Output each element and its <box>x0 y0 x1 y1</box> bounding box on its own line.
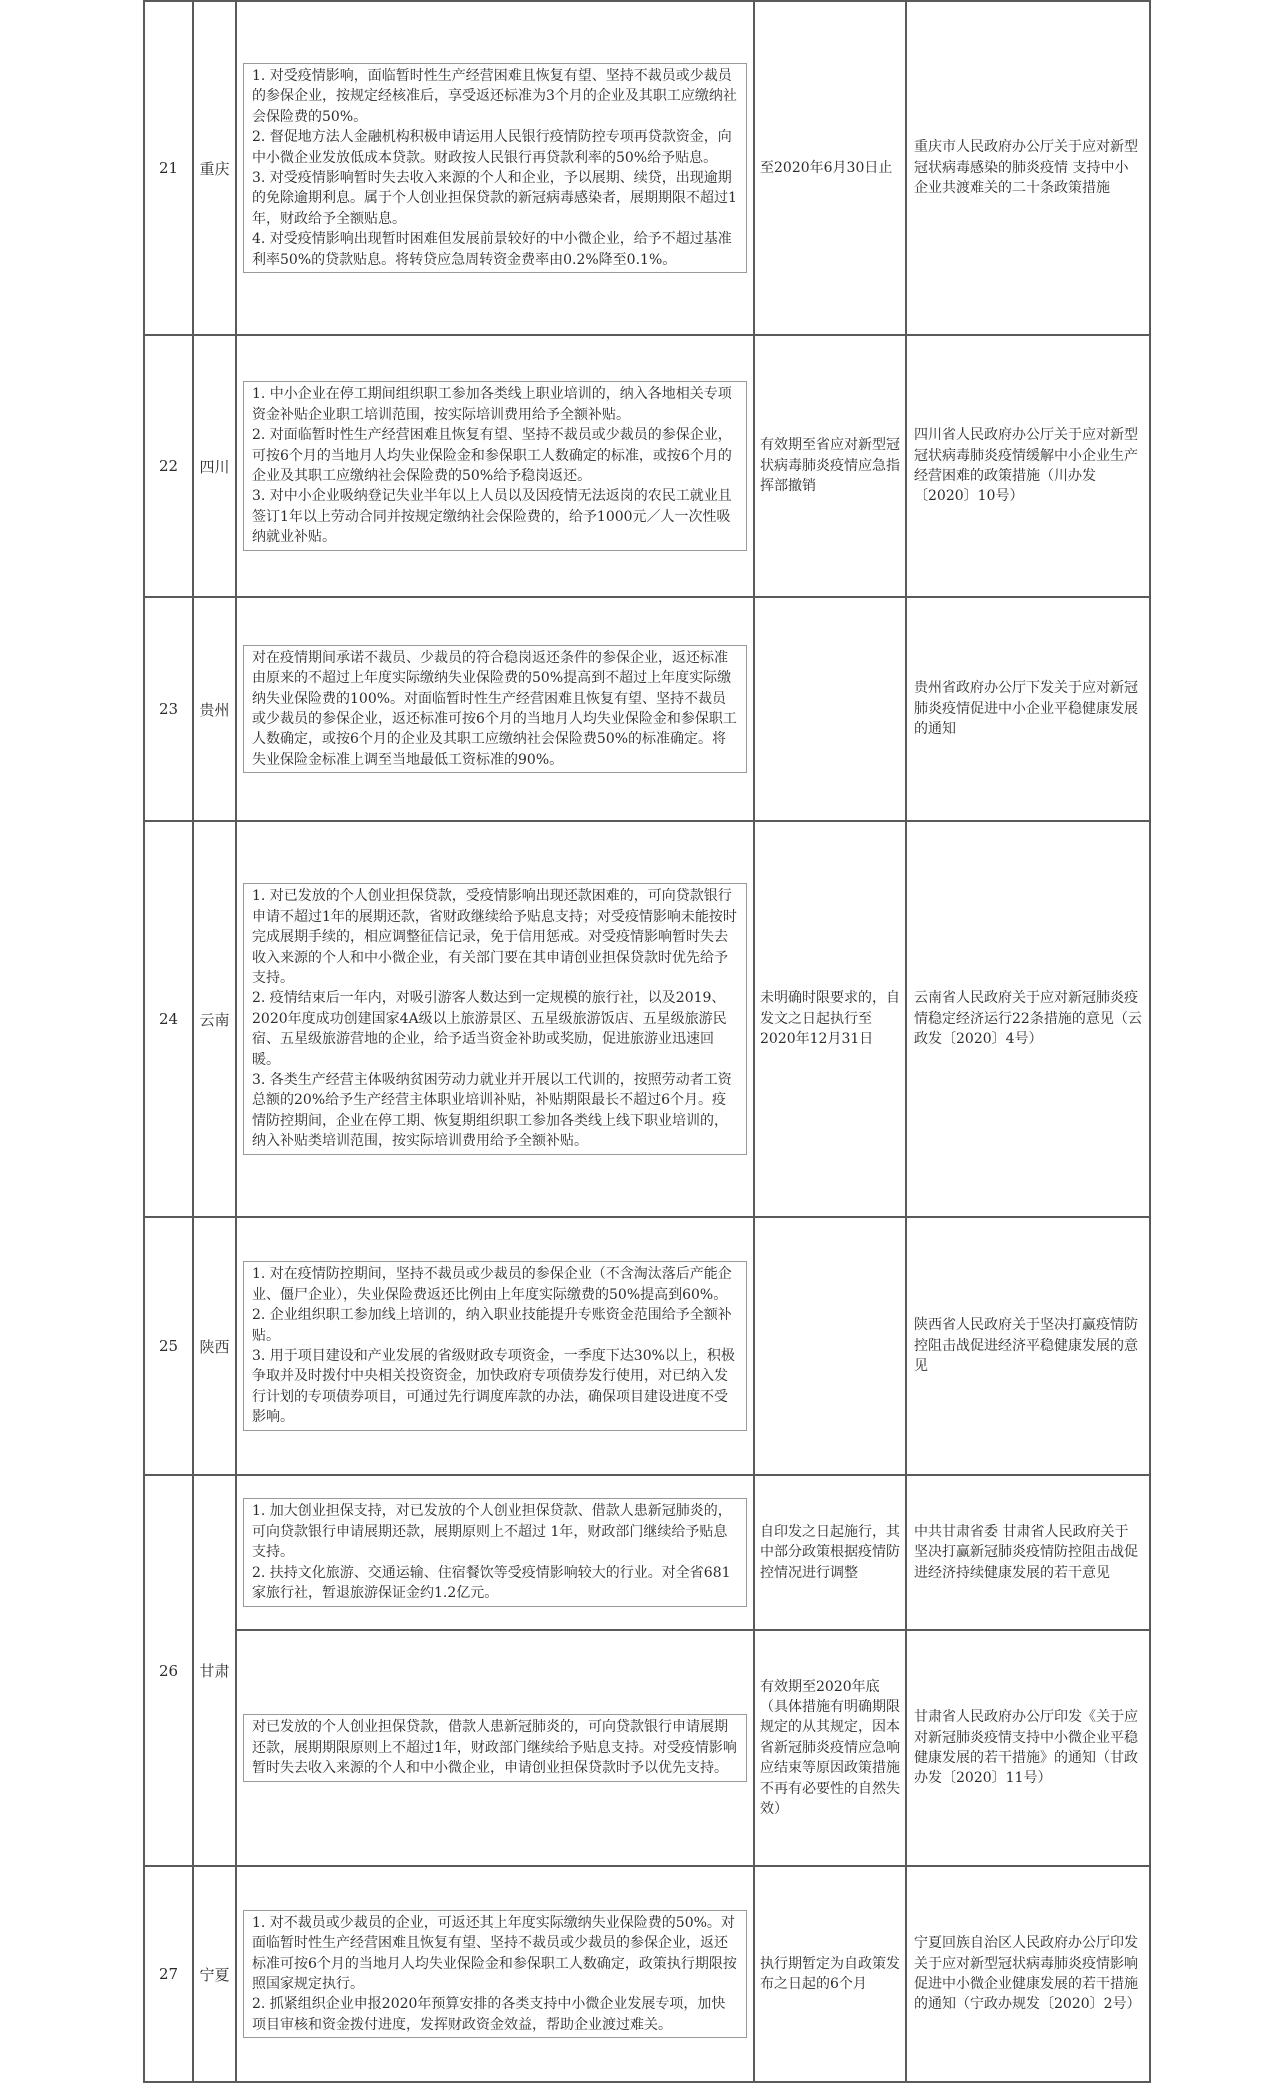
measure-item: 2. 督促地方法人金融机构积极申请运用人民银行疫情防控专项再贷款资金，向中小微企业发放低成本贷款。财政按人民银行再贷款利率的50%给予贴息。 <box>252 129 732 166</box>
measure-text <box>252 384 738 547</box>
validity-period <box>754 1217 906 1475</box>
validity-period: 自印发之日起施行，其中部分政策根据疫情防控情况进行调整 <box>754 1475 906 1630</box>
province-name: 重庆 <box>193 1 236 335</box>
row-number: 23 <box>144 597 193 821</box>
province-name: 宁夏 <box>193 1866 236 2082</box>
province-name: 云南 <box>193 821 236 1217</box>
table-row <box>144 1866 1150 2082</box>
row-number: 24 <box>144 821 193 1217</box>
measure-item: 1. 对已发放的个人创业担保贷款，受疫情影响出现还款困难的，可向贷款银行申请不超过1年的展期还款，省财政继续给予贴息支持；对受疫情影响未能按时完成展期手续的，相应调整征信记录，免于信用惩戒。对受疫情影响暂时失去收入来源的个人和中小微企业，有关部门要在其申请创业担保贷款时优先给予支持。 <box>252 888 737 986</box>
policy-source: 重庆市人民政府办公厅关于应对新型冠状病毒感染的肺炎疫情 支持中小企业共渡难关的二十条政策措施 <box>906 1 1150 335</box>
table-row <box>144 821 1150 1217</box>
measure-item: 3. 各类生产经营主体吸纳贫困劳动力就业并开展以工代训的，按照劳动者工资总额的20%给予生产经营主体职业培训补贴，补贴期限最长不超过6个月。疫情防控期间，企业在停工期、恢复期组织职工参加各类线上线下职业培训的，纳入补贴类培训范围，按实际培训费用给予全额补贴。 <box>252 1072 732 1150</box>
measure-item: 3. 对中小企业吸纳登记失业半年以上人员以及因疫情无法返岗的农民工就业且签订1年以上劳动合同并按规定缴纳社会保险费的，给予1000元／人一次性吸纳就业补贴。 <box>252 488 732 546</box>
row-number: 21 <box>144 1 193 335</box>
table-row <box>144 1475 1150 1630</box>
validity-period: 至2020年6月30日止 <box>754 1 906 335</box>
policy-source: 云南省人民政府关于应对新冠肺炎疫情稳定经济运行22条措施的意见（云政发〔2020〕4号） <box>906 821 1150 1217</box>
province-name: 甘肃 <box>193 1475 236 1866</box>
measure-text <box>252 1717 738 1778</box>
row-number: 22 <box>144 335 193 597</box>
row-number: 26 <box>144 1475 193 1866</box>
measure-text <box>252 1501 738 1603</box>
measure-item: 1. 对在疫情防控期间，坚持不裁员或少裁员的参保企业（不含淘汰落后产能企业、僵尸企业），失业保险费返还比例由上年度实际缴费的50%提高到60%。 <box>252 1266 732 1303</box>
policy-table-page <box>143 0 1149 2083</box>
measure-item: 2. 对面临暂时性生产经营困难且恢复有望、坚持不裁员或少裁员的参保企业，可按6个月的当地月人均失业保险金和参保职工人数确定的标准，或按6个月的企业及其职工应缴纳社会保险费的50%给予稳岗返还。 <box>252 427 732 484</box>
validity-period: 未明确时限要求的，自发文之日起执行至2020年12月31日 <box>754 821 906 1217</box>
measure-item: 4. 对受疫情影响出现暂时困难但发展前景较好的中小微企业，给予不超过基准利率50%的贷款贴息。将转贷应急周转资金费率由0.2%降至0.1%。 <box>252 231 732 268</box>
policy-source: 四川省人民政府办公厅关于应对新型冠状病毒肺炎疫情缓解中小企业生产经营困难的政策措施（川办发〔2020〕10号） <box>906 335 1150 597</box>
validity-period <box>754 597 906 821</box>
measure-text <box>252 648 738 770</box>
table-row <box>144 1630 1150 1866</box>
province-name: 陕西 <box>193 1217 236 1475</box>
policy-source: 中共甘肃省委 甘肃省人民政府关于坚决打赢新冠肺炎疫情防控阻击战促进经济持续健康发展的若干意见 <box>906 1475 1150 1630</box>
table-row <box>144 335 1150 597</box>
validity-period: 执行期暂定为自政策发布之日起的6个月 <box>754 1866 906 2082</box>
measure-item: 2. 抓紧组织企业申报2020年预算安排的各类支持中小微企业发展专项，加快项目审核和资金拨付进度，发挥财政资金效益，帮助企业渡过难关。 <box>252 1996 726 2033</box>
measure-item: 2. 疫情结束后一年内，对吸引游客人数达到一定规模的旅行社，以及2019、2020年度成功创建国家4A级以上旅游景区、五星级旅游饭店、五星级旅游民宿、五星级旅游营地的企业，给予适当资金补助或奖励，促进旅游业迅速回暖。 <box>252 990 727 1068</box>
policy-table <box>143 0 1151 2083</box>
measure-text <box>252 886 738 1151</box>
province-name: 四川 <box>193 335 236 597</box>
table-row <box>144 1217 1150 1475</box>
validity-period: 有效期至2020年底（具体措施有明确期限规定的从其规定，因本省新冠肺炎疫情应急响应结束等原因政策措施不再有必要性的自然失效） <box>754 1630 906 1866</box>
table-row <box>144 1 1150 335</box>
row-number: 27 <box>144 1866 193 2082</box>
table-row <box>144 597 1150 821</box>
measure-item: 1. 加大创业担保支持，对已发放的个人创业担保贷款、借款人患新冠肺炎的，可向贷款银行申请展期还款，展期原则上不超过 1年，财政部门继续给予贴息支持。 <box>252 1503 732 1561</box>
row-number: 25 <box>144 1217 193 1475</box>
measure-item: 1. 中小企业在停工期间组织职工参加各类线上职业培训的，纳入各地相关专项资金补贴企业职工培训范围，按实际培训费用给予全额补贴。 <box>252 386 732 423</box>
policy-source: 甘肃省人民政府办公厅印发《关于应对新冠肺炎疫情支持中小微企业平稳健康发展的若干措施》的通知（甘政办发〔2020〕11号） <box>906 1630 1150 1866</box>
measure-text <box>252 66 738 270</box>
validity-period: 有效期至省应对新型冠状病毒肺炎疫情应急指挥部撤销 <box>754 335 906 597</box>
measure-item: 2. 企业组织职工参加线上培训的，纳入职业技能提升专账资金范围给予全额补贴。 <box>252 1307 732 1344</box>
measure-item: 3. 对受疫情影响暂时失去收入来源的个人和企业，予以展期、续贷，出现逾期的免除逾期利息。属于个人创业担保贷款的新冠病毒感染者，展期期限不超过1年，财政给予全额贴息。 <box>252 170 737 227</box>
policy-source: 陕西省人民政府关于坚决打赢疫情防控阻击战促进经济平稳健康发展的意见 <box>906 1217 1150 1475</box>
measure-item: 2. 扶持文化旅游、交通运输、住宿餐饮等受疫情影响较大的行业。对全省681家旅行社，暂退旅游保证金约1.2亿元。 <box>252 1564 731 1602</box>
policy-source: 宁夏回族自治区人民政府办公厅印发关于应对新型冠状病毒肺炎疫情影响促进中小微企业健康发展的若干措施的通知（宁政办规发〔2020〕2号） <box>906 1866 1150 2082</box>
measure-item: 3. 用于项目建设和产业发展的省级财政专项资金，一季度下达30%以上，积极争取并及时拨付中央相关投资资金，加快政府专项债券发行使用，对已纳入发行计划的专项债券项目，可通过先行调度库款的办法，确保项目建设进度不受影响。 <box>252 1348 735 1426</box>
measure-item: 1. 对不裁员或少裁员的企业，可返还其上年度实际缴纳失业保险费的50%。对面临暂时性生产经营困难且恢复有望、坚持不裁员或少裁员的参保企业，返还标准可按6个月的当地月人均失业保险金和参保职工人数确定，政策执行期限按照国家规定执行。 <box>252 1914 737 1992</box>
measure-item: 对在疫情期间承诺不裁员、少裁员的符合稳岗返还条件的参保企业，返还标准由原来的不超过上年度实际缴纳失业保险费的50%提高到不超过上年度实际缴纳失业保险费的100%。对面临暂时性生产经营困难且恢复有望、坚持不裁员或少裁员的参保企业，返还标准可按6个月的当地月人均失业保险金和参保职工人数确定，或按6个月的企业及其职工应缴纳社会保险费50%的标准确定。将失业保险金标准上调至当地最低工资标准的90%。 <box>252 649 737 768</box>
measure-item: 对已发放的个人创业担保贷款，借款人患新冠肺炎的，可向贷款银行申请展期还款，展期期限原则上不超过1年，财政部门继续给予贴息支持。对受疫情影响暂时失去收入来源的个人和中小微企业，申请创业担保贷款时予以优先支持。 <box>252 1719 737 1777</box>
province-name: 贵州 <box>193 597 236 821</box>
measure-item: 1. 对受疫情影响，面临暂时性生产经营困难且恢复有望、坚持不裁员或少裁员的参保企业，按规定经核准后，享受返还标准为3个月的企业及其职工应缴纳社会保险费的50%。 <box>252 67 737 125</box>
policy-source: 贵州省政府办公厅下发关于应对新冠肺炎疫情促进中小企业平稳健康发展的通知 <box>906 597 1150 821</box>
measure-text <box>252 1913 738 2035</box>
measure-text <box>252 1264 738 1427</box>
